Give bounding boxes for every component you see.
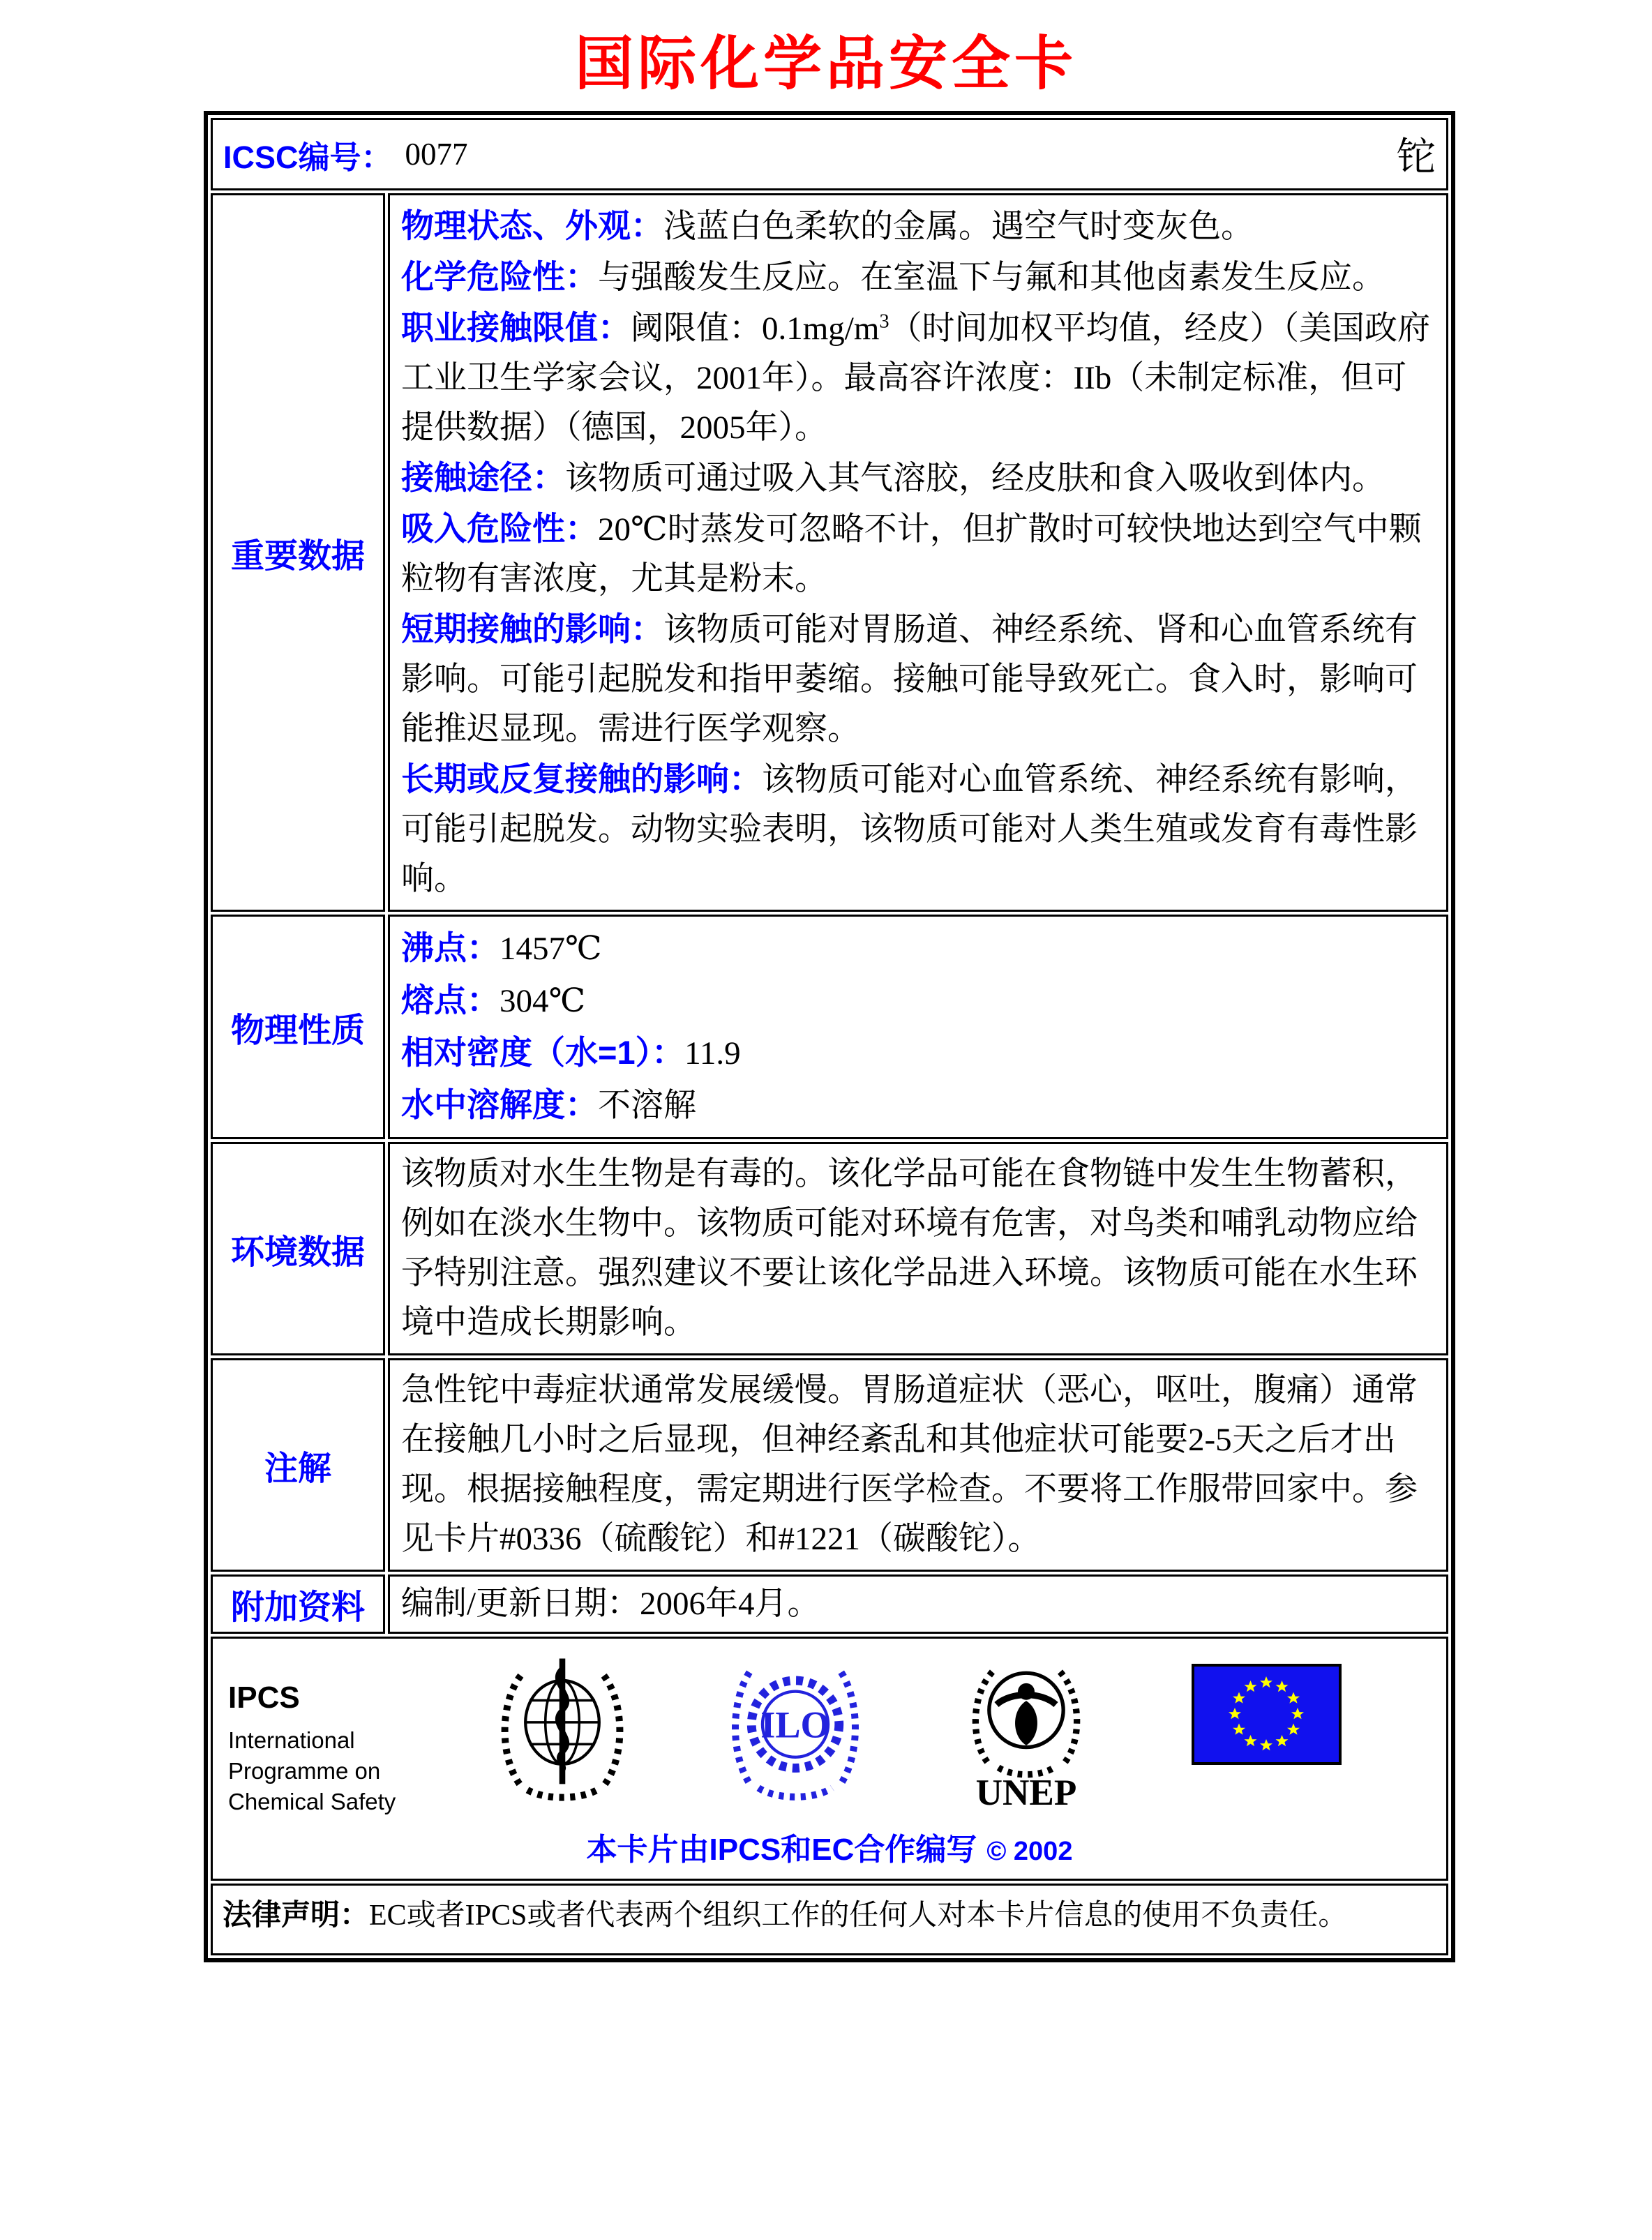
unep-logo-icon — [961, 1653, 1092, 1810]
logos-row — [211, 1637, 1448, 1881]
physical-property: 相对密度（水=1）：11.9 — [401, 1034, 741, 1072]
who-logo-icon — [495, 1653, 629, 1802]
safety-card-table — [204, 111, 1455, 1962]
important-data-item: 接触途径：该物质可通过吸入其气溶胶，经皮肤和食入吸收到体内。 — [401, 459, 1385, 497]
additional-info-content: 编制/更新日期：2006年4月。 — [388, 1574, 1448, 1634]
section-label-important-data: 重要数据 — [211, 193, 385, 912]
physical-property: 熔点：304℃ — [401, 982, 586, 1019]
superscript-3: 3 — [879, 310, 889, 333]
copyright-line: 本卡片由IPCS和EC合作编写 © 2002 — [586, 1833, 1073, 1867]
icsc-number-label: ICSC编号： — [223, 139, 393, 175]
page-title: 国际化学品安全卡 — [574, 31, 1077, 96]
unep-logo-block — [961, 1653, 1092, 1810]
eu-flag-icon — [1192, 1664, 1342, 1765]
notes-content: 急性铊中毒症状通常发展缓慢。胃肠道症状（恶心，呕吐，腹痛）通常在接触几小时之后显现，但神经紊乱和其他症状可能要2-5天之后才出现。根据接触程度，需定期进行医学检查。不要将工作服带回家中。参见卡片#0336（硫酸铊）和#1221（碳酸铊）。 — [388, 1358, 1448, 1572]
icsc-number-value: 0077 — [405, 137, 468, 172]
ipcs-title: IPCS — [228, 1681, 300, 1715]
important-data-item: 职业接触限值：阈限值：$0.1mg/m^3$（时间加权平均值，经皮）（美国政府工业卫生学家会议，2001年）。最高容许浓度：IIb（未制定标准，但可提供数据）（德国，2005年）。 — [401, 309, 1431, 446]
header-row — [211, 118, 1448, 190]
physical-property: 沸点：1457℃ — [401, 929, 602, 967]
physical-properties-content — [388, 915, 1448, 1139]
chemical-name: 铊 — [1397, 136, 1436, 179]
ilo-logo-icon — [730, 1653, 861, 1802]
important-data-item: 长期或反复接触的影响：该物质可能对心血管系统、神经系统有影响，可能引起脱发。动物实验表明，该物质可能对人类生殖或发育有毒性影响。 — [401, 760, 1418, 897]
section-label-environmental-data: 环境数据 — [211, 1142, 385, 1355]
section-label-notes: 注解 — [211, 1358, 385, 1572]
important-data-item: 吸入危险性：20℃时蒸发可忽略不计，但扩散时可较快地达到空气中颗粒物有害浓度，尤其是粉末。 — [401, 510, 1422, 597]
legal-label: 法律声明： — [223, 1898, 370, 1931]
important-data-item: 短期接触的影响：该物质可能对胃肠道、神经系统、肾和心血管系统有影响。可能引起脱发和指甲萎缩。接触可能导致死亡。食入时，影响可能推迟显现。需进行医学观察。 — [401, 610, 1418, 747]
section-label-physical-properties: 物理性质 — [211, 915, 385, 1139]
unep-letters: UNEP — [975, 1772, 1077, 1810]
physical-property: 水中溶解度：不溶解 — [401, 1086, 696, 1124]
ilo-letters: ILO — [760, 1704, 830, 1746]
important-data-item: 物理状态、外观：浅蓝白色柔软的金属。遇空气时变灰色。 — [401, 207, 1254, 245]
important-data-content — [388, 193, 1448, 912]
section-label-additional-info: 附加资料 — [211, 1574, 385, 1634]
legal-statement-row — [211, 1884, 1448, 1955]
ipcs-text-block: IPCS International Programme on Chemical Safety — [228, 1681, 396, 1814]
legal-text: EC或者IPCS或者代表两个组织工作的任何人对本卡片信息的使用不负责任。 — [369, 1900, 1348, 1932]
important-data-item: 化学危险性：与强酸发生反应。在室温下与氟和其他卤素发生反应。 — [401, 258, 1385, 296]
environmental-data-content: 该物质对水生生物是有毒的。该化学品可能在食物链中发生生物蓄积，例如在淡水生物中。该物质可能对环境有危害，对鸟类和哺乳动物应给予特别注意。强烈建议不要让该化学品进入环境。该物质可能在水生环境中造成长期影响。 — [388, 1142, 1448, 1355]
